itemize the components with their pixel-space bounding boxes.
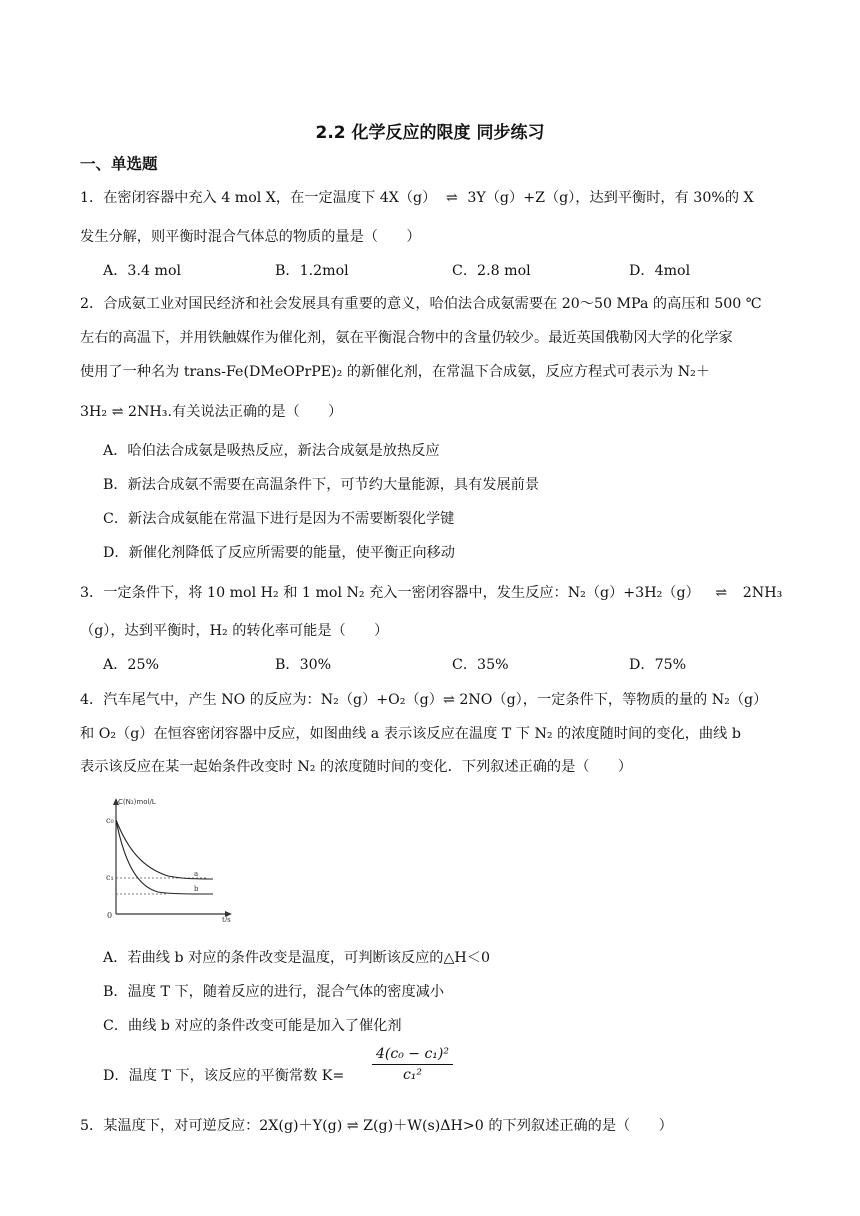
y-axis-label: C(N₂)mol/L	[118, 798, 156, 806]
q3-line1	[80, 582, 782, 602]
q3-line2: （g），达到平衡时，H₂ 的转化率可能是（ ）	[80, 623, 389, 639]
formula-denominator: c₁²	[402, 1067, 423, 1083]
curve-a-label: a	[194, 870, 199, 878]
q3-option-c: C．35%	[452, 657, 509, 673]
q2-option-a: A．哈伯法合成氨是吸热反应，新法合成氨是放热反应	[103, 443, 440, 459]
curve-b-label: b	[194, 885, 199, 893]
q1-option-d: D．4mol	[629, 263, 691, 279]
q2-line2: 左右的高温下，并用铁触媒作为催化剂，氨在平衡混合物中的含量仍较少。最近英国俄勒冈大学的化学家	[80, 330, 733, 346]
formula-numerator: 4(c₀ − c₁)²	[376, 1046, 449, 1062]
equilibrium-arrow-icon: ⇌	[445, 190, 458, 206]
origin-label: 0	[107, 911, 113, 920]
q3-line1b-text: 2NH₃	[742, 585, 783, 601]
q3-option-b: B．30%	[275, 657, 332, 673]
q4-line1: 4．汽车尾气中，产生 NO 的反应为：N₂（g）+O₂（g）⇌ 2NO（g），一定条件下，等物质的量的 N₂（g）	[80, 692, 768, 708]
equilibrium-arrow-icon: ⇌	[715, 585, 728, 601]
q2-line4: 3H₂ ⇌ 2NH₃.有关说法正确的是（ ）	[80, 404, 343, 420]
q3-option-d: D．75%	[629, 657, 687, 673]
curve-a	[116, 820, 213, 879]
q2-option-b: B．新法合成氨不需要在高温条件下，可节约大量能源，具有发展前景	[103, 477, 540, 493]
q2-option-d: D．新催化剂降低了反应所需要的能量，使平衡正向移动	[103, 545, 455, 561]
c0-label: c₀	[106, 816, 114, 825]
q1-line1b-text: 3Y（g）+Z（g），达到平衡时，有 30%的 X	[467, 190, 754, 206]
q2-line1: 2．合成氨工业对国民经济和社会发展具有重要的意义，哈伯法合成氨需要在 20～50 MPa 的高压和 500 ℃	[80, 296, 762, 312]
q2-option-c: C．新法合成氨能在常温下进行是因为不需要断裂化学键	[103, 511, 455, 527]
q3-line1-text: 3．一定条件下，将 10 mol H₂ 和 1 mol N₂ 充入一密闭容器中，发生反应：N₂（g）+3H₂（g）	[80, 585, 700, 601]
c1-label: c₁	[106, 873, 114, 882]
q4-option-c: C．曲线 b 对应的条件改变可能是加入了催化剂	[103, 1018, 402, 1034]
q4-option-d: D．温度 T 下，该反应的平衡常数 K=	[103, 1068, 345, 1084]
q1-option-b: B．1.2mol	[275, 263, 349, 279]
x-axis-label: t/s	[222, 916, 231, 922]
q5-line1: 5．某温度下，对可逆反应：2X(g)＋Y(g) ⇌ Z(g)＋W(s)ΔH>0 的下列叙述正确的是（ ）	[80, 1118, 673, 1134]
q1-line1	[80, 187, 754, 207]
fraction-bar	[372, 1064, 453, 1065]
q3-option-a: A．25%	[103, 657, 159, 673]
equilibrium-constant-formula	[372, 1046, 453, 1083]
concentration-time-graph	[98, 790, 238, 922]
page-title: 2.2 化学反应的限度 同步练习	[315, 123, 545, 143]
q1-line1-text: 1．在密闭容器中充入 4 mol X，在一定温度下 4X（g）	[80, 190, 437, 206]
q4-option-a: A．若曲线 b 对应的条件改变是温度，可判断该反应的△H＜0	[103, 950, 490, 966]
q4-option-b: B．温度 T 下，随着反应的进行，混合气体的密度减小	[103, 984, 445, 1000]
q4-line3: 表示该反应在某一起始条件改变时 N₂ 的浓度随时间的变化．下列叙述正确的是（ ）	[80, 759, 633, 775]
q1-option-a: A．3.4 mol	[103, 263, 182, 279]
section-heading: 一、单选题	[80, 155, 158, 173]
q1-line2: 发生分解，则平衡时混合气体总的物质的量是（ ）	[80, 229, 421, 245]
q2-line3: 使用了一种名为 trans-Fe(DMeOPrPE)₂ 的新催化剂，在常温下合成氨，反应方程式可表示为 N₂＋	[80, 364, 710, 380]
q1-option-c: C．2.8 mol	[452, 263, 531, 279]
q4-line2: 和 O₂（g）在恒容密闭容器中反应，如图曲线 a 表示该反应在温度 T 下 N₂ 的浓度随时间的变化，曲线 b	[80, 726, 741, 742]
curve-b	[116, 820, 213, 894]
